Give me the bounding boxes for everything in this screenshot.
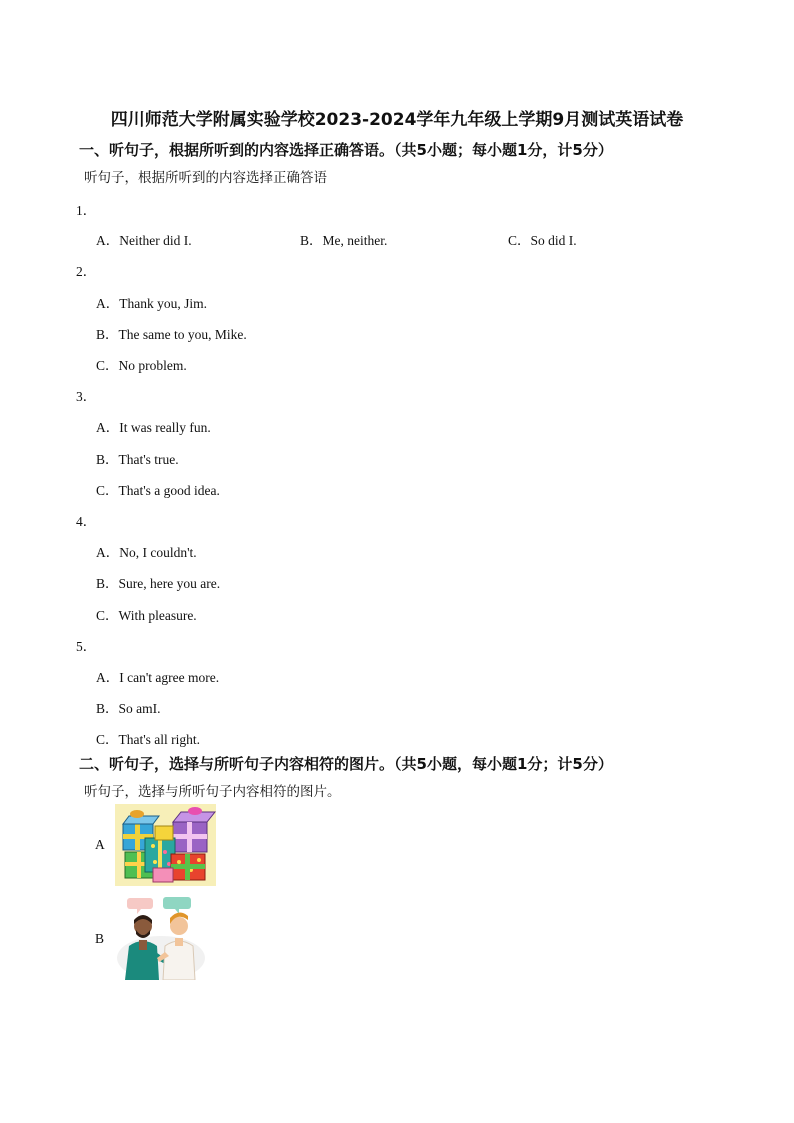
section2-heading: 二、听句子，选择与所听句子内容相符的图片。（共5小题，每小题1分；计5分）: [79, 755, 613, 773]
question-2-option-b: B．The same to you, Mike.: [96, 327, 247, 342]
question-5-option-a: A．I can't agree more.: [96, 670, 220, 685]
question-3-option-a: A．It was really fun.: [96, 420, 211, 435]
question-2-option-a: A．Thank you, Jim.: [96, 296, 207, 311]
picture-b-label: B: [95, 931, 105, 946]
question-5-option-b: B．So amI.: [96, 701, 161, 716]
question-4-option-a: A．No, I couldn't.: [96, 545, 197, 560]
question-4-option-b: B．Sure, here you are.: [96, 576, 221, 591]
gift-boxes-image: [115, 804, 216, 886]
question-1-option-a: A．Neither did I.: [96, 233, 192, 248]
section2-instruction: 听句子，选择与所听句子内容相符的图片。: [84, 784, 341, 800]
question-1-option-b: B．Me, neither.: [300, 233, 388, 248]
section1-heading: 一、听句子，根据所听到的内容选择正确答语。（共5小题；每小题1分，计5分）: [79, 141, 613, 159]
question-3-number: 3．: [76, 389, 97, 404]
page-title: 四川师范大学附属实验学校2023-2024学年九年级上学期9月测试英语试卷: [110, 110, 684, 130]
question-3-option-c: C．That's a good idea.: [96, 483, 220, 498]
question-2-number: 2．: [76, 264, 97, 279]
question-4-number: 4．: [76, 514, 97, 529]
question-1-number: 1．: [76, 203, 97, 218]
section1-instruction: 听句子，根据所听到的内容选择正确答语: [84, 170, 327, 186]
question-3-option-b: B．That's true.: [96, 452, 179, 467]
two-men-talking-image: [115, 896, 207, 980]
picture-a-label: A: [95, 837, 105, 852]
question-2-option-c: C．No problem.: [96, 358, 187, 373]
question-5-number: 5．: [76, 639, 97, 654]
question-5-option-c: C．That's all right.: [96, 732, 201, 747]
question-1-option-c: C．So did I.: [508, 233, 577, 248]
question-4-option-c: C．With pleasure.: [96, 608, 197, 623]
